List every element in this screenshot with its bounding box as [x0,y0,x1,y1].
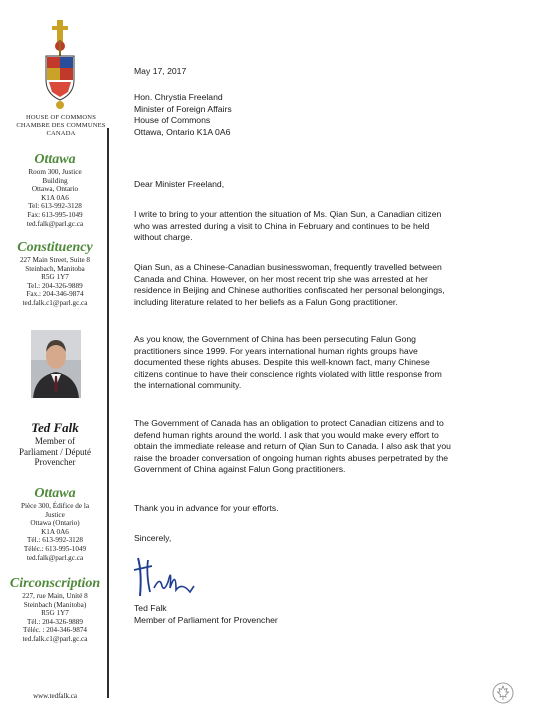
paragraph-line: residence in Beijing and Chinese authorities confiscated her personal belongings, [134,285,445,295]
recipient-line: Minister of Foreign Affairs [134,103,232,114]
address-line: Steinbach (Manitoba) [23,600,87,609]
recipient-line: House of Commons [134,115,211,125]
recipient-line: Hon. Chrystia Freeland [134,92,223,102]
paragraph-line: the international community. [134,380,242,390]
phone-line: Tél.: 204-326-9889 [27,617,83,626]
paragraph-line: including literature related to her beliefs as a Falun Gong practitioner. [134,296,398,307]
letter-date: May 17, 2017 [134,66,187,76]
closing: Sincerely, [134,533,172,543]
constituency-office [0,240,110,308]
paragraph-line: Thank you in advance for your efforts. [134,503,279,513]
phone-line: Tel.: 204-326-9889 [27,281,83,290]
mp-name: Ted Falk [31,420,79,435]
paragraph-line: practitioners since 1999. For years international human rights groups have [134,345,418,356]
paragraph-line: I write to bring to your attention the situation of Ms. Qian Sun, a Canadian citizen [134,209,442,219]
address-line: Pièce 300, Édifice de la [20,502,90,510]
address-line: 227, rue Main, Unité 8 [22,592,88,600]
fax-line: Fax.: 204-346-9874 [26,290,84,299]
house-of-commons-label [0,114,122,138]
email-line: ted.falk.c1@parl.gc.ca [22,634,88,643]
email-line: ted.falk@parl.gc.ca [26,553,84,562]
phone-line: Tel: 613-992-3128 [28,202,82,211]
letterhead-sidebar [0,0,122,720]
paragraph-line: citizens continue to have their conscience rights violated with little response from [134,368,442,379]
fax-line: Téléc. : 204-346-9874 [22,626,88,635]
address-line: K1A 0A6 [41,527,69,536]
maple-leaf-seal-icon [492,682,514,704]
mp-title [0,436,110,468]
house-fr: CHAMBRE DES COMMUNES [16,122,106,129]
address-line: 227 Main Street, Suite 8 [19,256,91,264]
fax-line: Fax: 613-995-1049 [27,210,83,219]
recipient-line: Ottawa, Ontario K1A 0A6 [134,126,231,137]
signer-name: Ted Falk [134,603,167,613]
address-line: Ottawa, Ontario [31,185,79,194]
address-line: Building [42,176,68,185]
address-line: R5G 1Y7 [41,609,69,618]
house-of-commons-crest-icon [40,18,80,114]
paragraph-line: The Government of Canada has an obligation to protect Canadian citizens and to [134,418,444,428]
mp-title-line: Parliament / Député [19,446,91,457]
ottawa-office-en [0,152,110,228]
mp-portrait-photo [31,330,81,398]
constituency-heading: Constituency [17,240,93,255]
ottawa-office-fr [0,486,110,562]
paragraph-line: Government of China against Falun Gong practitioners. [134,464,346,474]
mp-title-line: Provencher [34,457,76,467]
address-line: Steinbach, Manitoba [25,264,85,273]
paragraph-line: Qian Sun, as a Chinese-Canadian businesswoman, frequently travelled between [134,262,442,272]
paragraph-line: defend human rights around the world. I ask that you would make every effort to [134,429,439,440]
mp-title-line: Member of [34,436,76,446]
circonscription-office [0,576,110,644]
paragraph-line: As you know, the Government of China has been persecuting Falun Gong [134,334,416,344]
ottawa-heading-fr: Ottawa [34,486,76,501]
paragraph-line: Canada and China. However, on her most recent trip she was arrested at her [134,273,428,284]
address-line: Room 300, Justice [28,168,82,176]
house-en: HOUSE OF COMMONS [25,114,97,121]
paragraph-line: obtain the immediate release and return of Qian Sun to Canada. I also ask that you [134,441,451,451]
paragraph-line: documented these rights abuses. Despite this well-known fact, many Chinese [134,357,430,367]
fax-line: Téléc.: 613-995-1049 [23,544,87,553]
circonscription-heading: Circonscription [9,576,101,591]
address-line: R5G 1Y7 [41,273,69,282]
signer-title: Member of Parliament for Provencher [134,614,278,625]
address-line: K1A 0A6 [41,193,69,202]
paragraph-line: without charge. [134,232,193,242]
handwritten-signature [132,552,202,600]
house-country: CANADA [46,130,76,137]
address-line: Ottawa (Ontario) [30,519,80,528]
ottawa-heading: Ottawa [34,152,76,167]
email-line: ted.falk@parl.gc.ca [26,219,84,228]
paragraph-line: raise the broader conversation of ongoing human rights abuses perpetrated by the [134,452,449,463]
website-link[interactable]: www.tedfalk.ca [33,692,77,700]
address-line: Justice [45,510,65,519]
phone-line: Tél.: 613-992-3128 [27,536,83,545]
email-line: ted.falk.c1@parl.gc.ca [22,298,88,307]
paragraph-line: who was arrested during a visit to China in February and continues to be held [134,220,430,231]
salutation: Dear Minister Freeland, [134,179,225,189]
